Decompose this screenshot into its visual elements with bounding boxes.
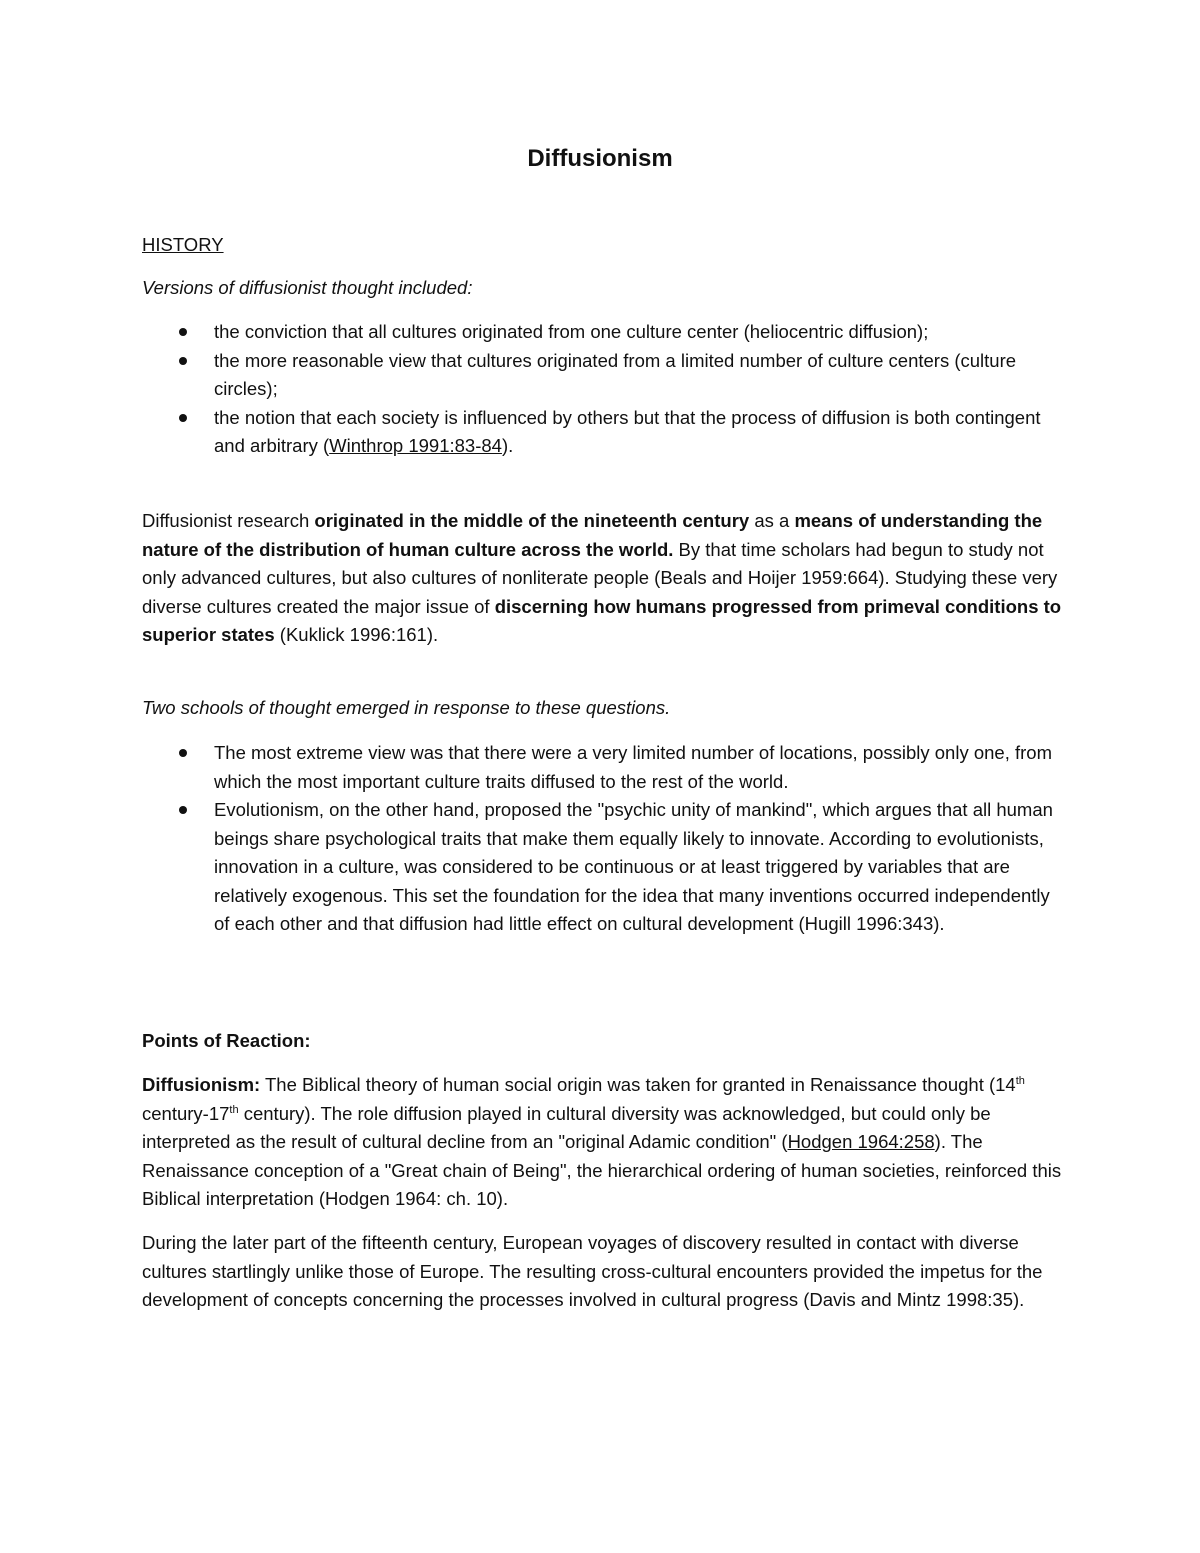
bullet-text: Evolutionism, on the other hand, proposed the "psychic unity of mankind", which argues that all human beings share psychological traits that make them equally likely to innovate. According to evolutionists, innovation in a culture, was considered to be continuous or at least triggered by variables that are relatively exogenous. This set the foundation for the idea that many inventions occurred independently of each other and that diffusion had little effect on cultural development (Hugill 1996:343). <box>214 799 1053 934</box>
superscript: th <box>1015 1074 1025 1087</box>
history-heading: HISTORY <box>142 234 224 255</box>
list-item <box>142 739 1062 796</box>
text-run: century). The role diffusion played in cultural diversity was acknowledged, but could only be interpreted as the result of cultural decline from an "original Adamic condition" ( <box>142 1102 991 1152</box>
list-item <box>142 796 1062 939</box>
bold-run: means of understanding the nature of the distribution of human culture across the world. <box>142 510 1043 560</box>
bullet-icon <box>179 749 187 757</box>
bullet-text: the notion that each society is influenced by others but that the process of diffusion is both contingent and arbitrary ( <box>214 406 1041 456</box>
reaction-paragraph <box>142 1071 1062 1214</box>
list-item <box>142 318 1062 347</box>
bold-run: originated in the middle of the nineteenth century <box>314 510 750 531</box>
text-run: ). The Renaissance conception of a "Great chain of Being", the hierarchical ordering of human societies, reinforced this Biblical interpretation (Hodgen 1964: ch. 10). <box>142 1131 1062 1209</box>
text-run: as a <box>749 510 795 531</box>
text-run: Diffusionist research <box>142 510 315 531</box>
history-intro: Versions of diffusionist thought included: <box>142 277 473 298</box>
voyages-paragraph: During the later part of the fifteenth century, European voyages of discovery resulted in contact with diverse cultures startlingly unlike those of Europe. The resulting cross-cultural encounters provided the impetus for the development of concepts concerning the processes involved in cultural progress (Davis and Mintz 1998:35). <box>142 1232 1043 1310</box>
text-run: century-17 <box>142 1102 230 1124</box>
list-item <box>142 404 1062 461</box>
bullet-text: the more reasonable view that cultures originated from a limited number of culture centers (culture circles); <box>214 349 1017 399</box>
page-title: Diffusionism <box>527 145 673 172</box>
list-item <box>142 347 1062 404</box>
schools-bullet-list <box>142 739 1062 939</box>
research-paragraph <box>142 507 1062 650</box>
citation-link[interactable]: Winthrop 1991:83-84 <box>329 435 502 456</box>
bullet-text: ). <box>501 435 514 456</box>
text-run: The Biblical theory of human social origin was taken for granted in Renaissance thought (14 <box>260 1074 1016 1095</box>
text-run: By that time scholars had begun to study not only advanced cultures, but also cultures of nonliterate people (Beals and Hoijer 1959:664). Studying these very diverse cultures created the major issue of <box>142 538 1058 617</box>
superscript: th <box>229 1103 239 1116</box>
citation-link[interactable]: Hodgen 1964:258 <box>787 1131 935 1152</box>
schools-intro: Two schools of thought emerged in response to these questions. <box>142 697 671 718</box>
bold-run: discerning how humans progressed from primeval conditions to superior states <box>142 595 1062 645</box>
history-bullet-list <box>142 318 1062 461</box>
bullet-text: the conviction that all cultures originated from one culture center (heliocentric diffusion); <box>214 321 929 342</box>
bullet-icon <box>179 414 187 422</box>
bullet-icon <box>179 806 187 814</box>
bold-run: Diffusionism: <box>142 1074 261 1095</box>
bullet-text: The most extreme view was that there were a very limited number of locations, possibly only one, from which the most important culture traits diffused to the rest of the world. <box>214 742 1052 792</box>
reaction-heading: Points of Reaction: <box>142 1030 311 1051</box>
bullet-icon <box>179 328 187 336</box>
text-run: (Kuklick 1996:161). <box>274 624 439 645</box>
bullet-icon <box>179 357 187 365</box>
